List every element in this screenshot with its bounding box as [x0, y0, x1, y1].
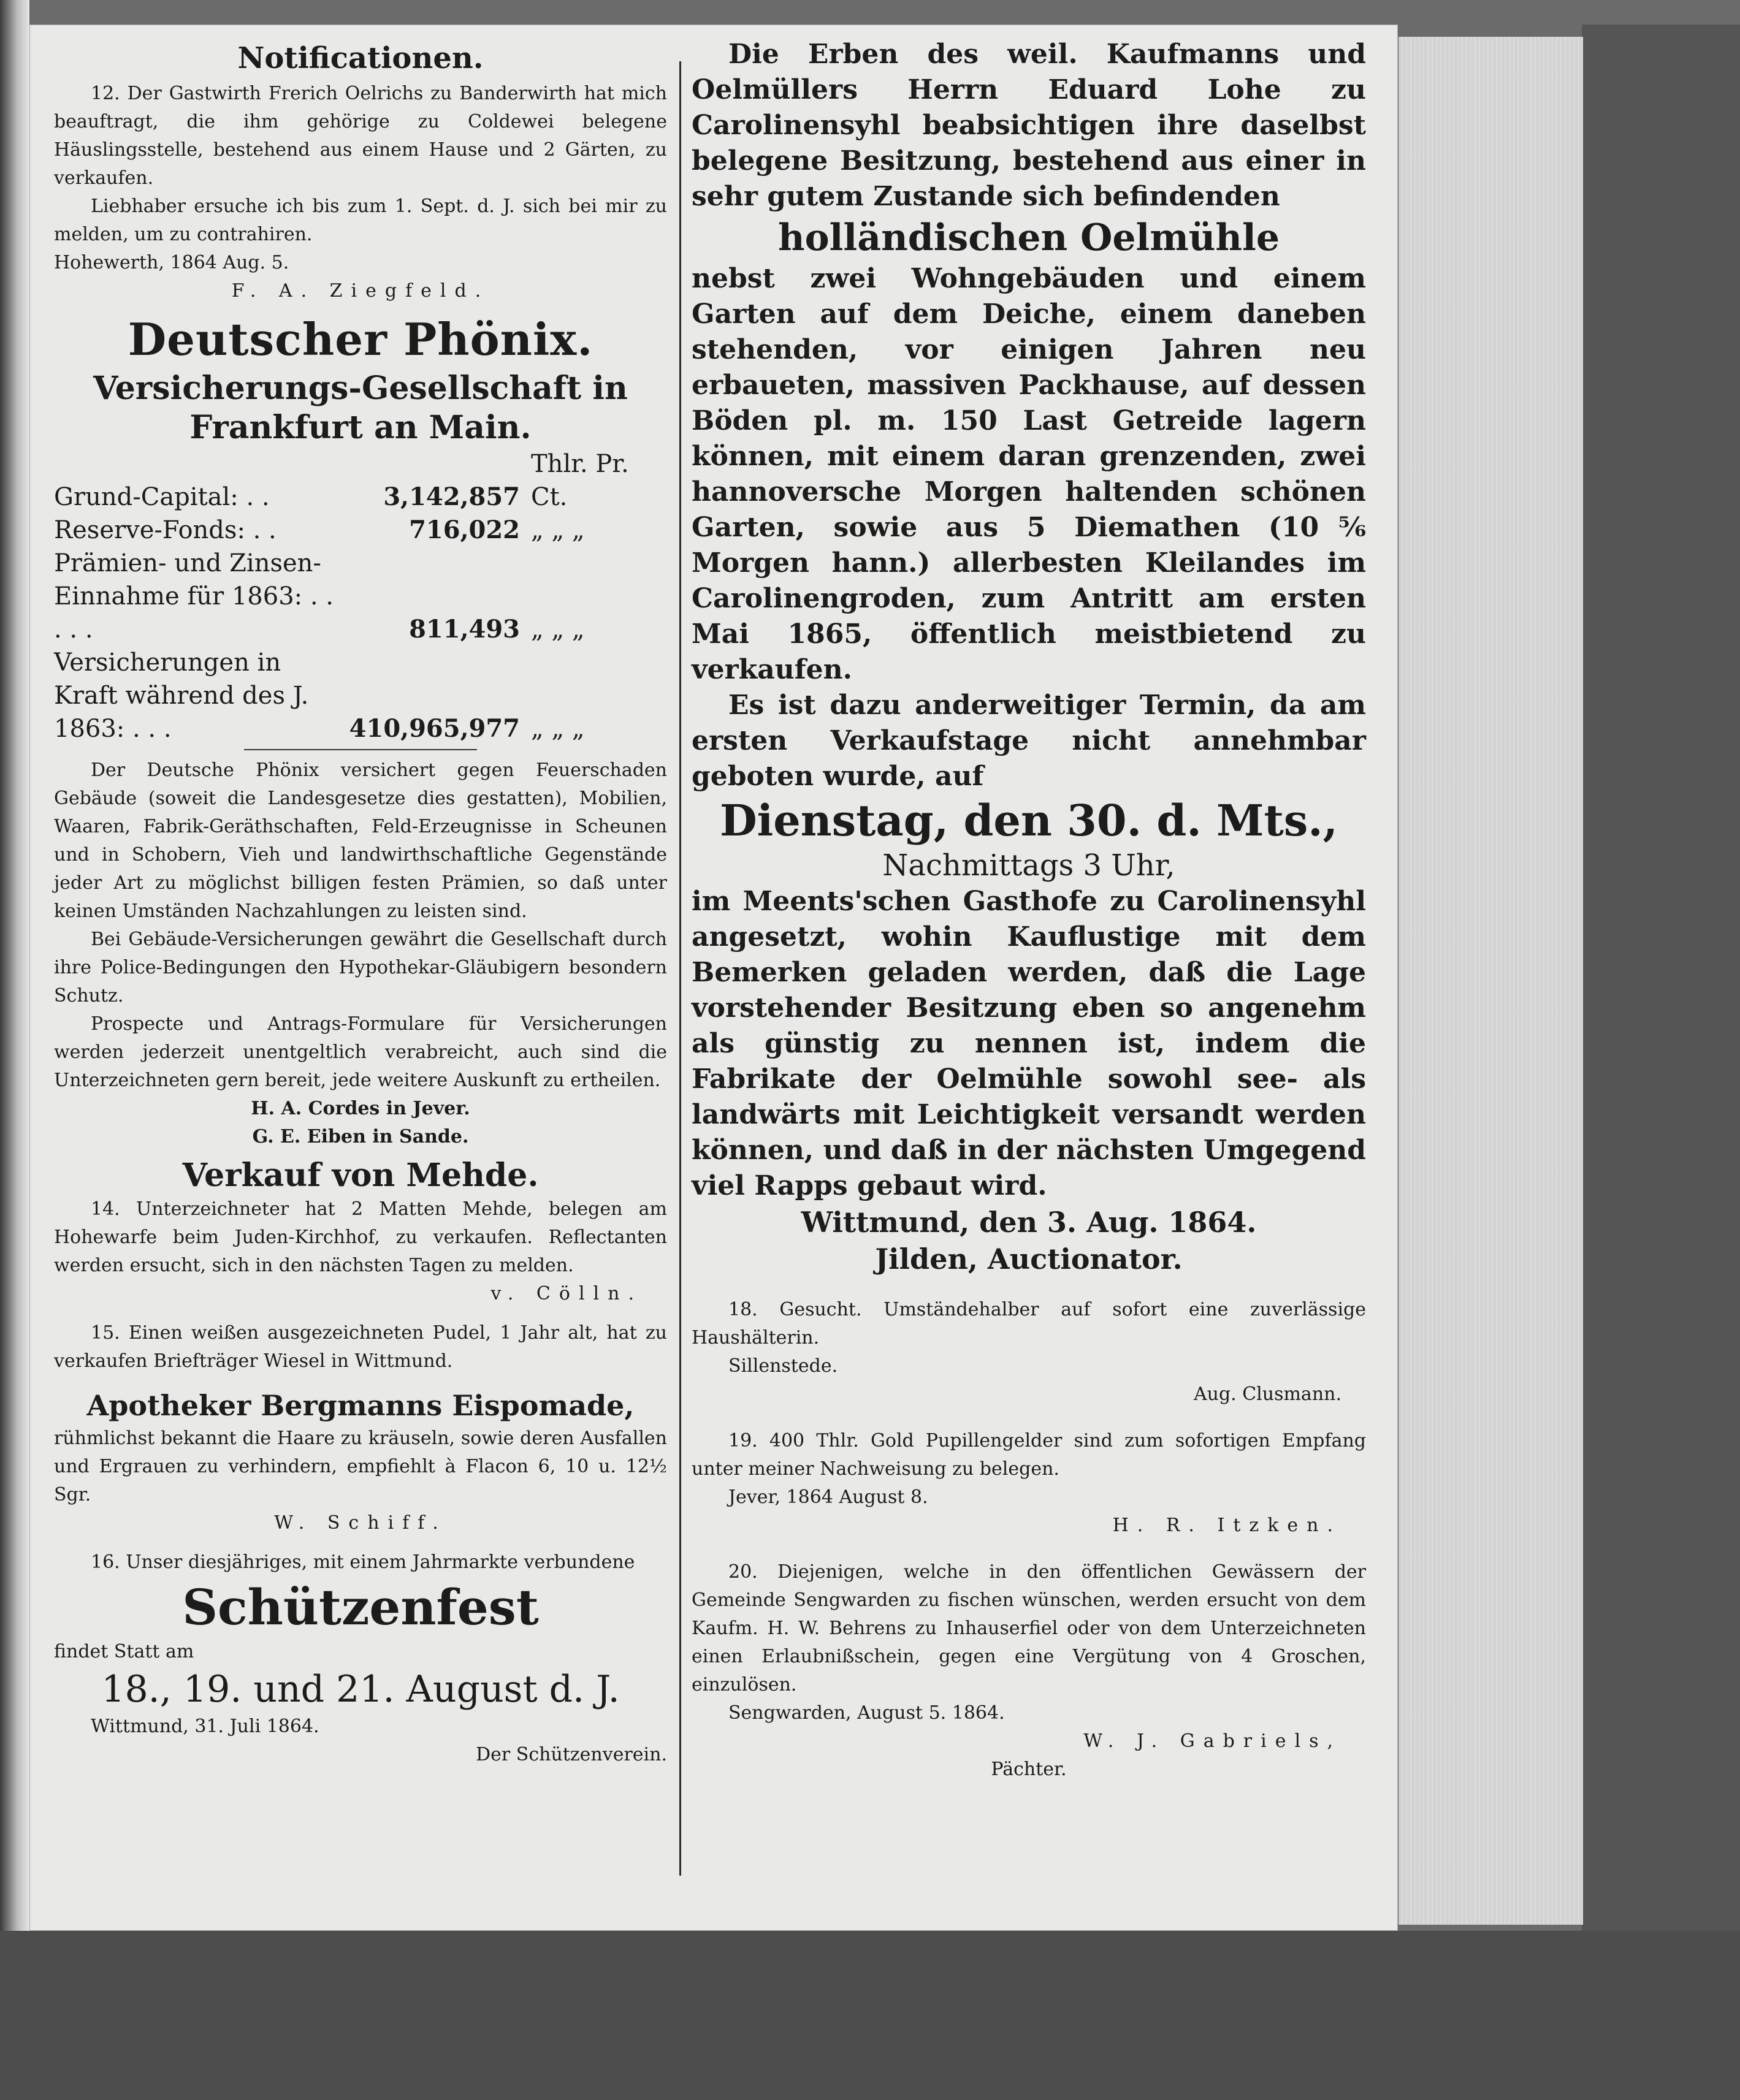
oelmuehle-advert	[692, 37, 1366, 1277]
scanner-bottom-strip	[0, 1931, 1740, 2100]
auction-date: Dienstag, den 30. d. Mts.,	[719, 795, 1338, 846]
column-divider	[679, 61, 681, 1876]
signature: v. Cölln.	[490, 1283, 643, 1304]
notice-20	[692, 1558, 1366, 1784]
signature: W. Schiff.	[274, 1512, 447, 1534]
notice-15	[54, 1319, 667, 1375]
advert-title: Deutscher Phönix.	[128, 313, 593, 365]
signature: H. R. Itzken.	[1112, 1515, 1341, 1536]
advert-body: Der Deutsche Phönix versichert gegen Feuerschaden Gebäude (soweit die Landesgesetze dies gestatten), Mobilien, Waaren, Fabrik-Geräthschaften, Feld-Erzeugnisse in Scheunen und in Schobern, Vieh und landwirthschaftliche Gegenstände jeder Art zu möglichst billigen festen Prämien, so daß unter keinen Umständen Nachzahlungen zu leisten sind.	[54, 759, 667, 922]
advert-title: holländischen Oelmühle	[777, 216, 1280, 259]
notice-body: 12. Der Gastwirth Frerich Oelrichs zu Banderwirth hat mich beauftragt, die ihm gehörige zu Coldewei belegene Häuslingsstelle, bestehend aus einem Hause und 2 Gärten, zu verkaufen.	[54, 83, 667, 189]
advert-subtitle: Frankfurt an Main.	[189, 409, 532, 446]
row-unit: „ „ „	[531, 615, 585, 644]
scanner-left-edge	[0, 0, 29, 2100]
row-unit: „ „ „	[531, 715, 585, 743]
notice-body: Liebhaber ersuche ich bis zum 1. Sept. d. J. sich bei mir zu melden, um zu contrahiren.	[54, 196, 667, 245]
auction-time: Nachmittags 3 Uhr,	[882, 848, 1175, 883]
row-label: Versicherungen in Kraft während des J. 1863: . . .	[54, 649, 309, 743]
place-date: Wittmund, den 3. Aug. 1864.	[801, 1206, 1257, 1239]
section-heading: Notificationen.	[237, 41, 484, 75]
notice-body: 16. Unser diesjähriges, mit einem Jahrmarkte verbundene	[91, 1551, 635, 1573]
table-row	[54, 447, 667, 514]
notice-body: 18. Gesucht. Umständehalber auf sofort eine zuverlässige Haushälterin.	[692, 1299, 1366, 1349]
advert-body: Prospecte und Antrags-Formulare für Versicherungen werden jederzeit unentgeltlich verabreicht, auch sind die Unterzeichneten gern bereit, jede weitere Auskunft zu ertheilen.	[54, 1013, 667, 1091]
advert-body: nebst zwei Wohngebäuden und einem Garten auf dem Deiche, einem daneben stehenden, vor einigen Jahren neu erbaueten, massiven Packhause, auf dessen Böden pl. m. 150 Last Getreide lagern können, mit einem daran grenzenden, zwei hannoversche Morgen haltenden schönen Garten, sowie aus 5 Diemathen (10⅚ Morgen hann.) allerbesten Kleilandes im Carolinengroden, zum Antritt am ersten Mai 1865, öffentlich meistbietend zu verkaufen.	[692, 263, 1366, 685]
advert-subtitle: Versicherungs-Gesellschaft in	[93, 370, 628, 407]
notice-14	[54, 1156, 667, 1308]
notice-body: 15. Einen weißen ausgezeichneten Pudel, 1 Jahr alt, hat zu verkaufen Briefträger Wiesel in Wittmund.	[54, 1322, 667, 1372]
advert-body: Es ist dazu anderweitiger Termin, da am ersten Verkaufstage nicht annehmbar geboten wurde, auf	[692, 690, 1366, 792]
place-date: Sengwarden, August 5. 1864.	[728, 1702, 1005, 1724]
place-date: Wittmund, 31. Juli 1864.	[91, 1716, 319, 1737]
notice-18	[692, 1296, 1366, 1409]
capital-table	[54, 447, 667, 745]
left-column	[54, 37, 667, 1769]
signature: F. A. Ziegfeld.	[231, 280, 490, 302]
festival-title: Schützenfest	[182, 1578, 539, 1636]
agent-signature: G. E. Eiben in Sande.	[252, 1126, 469, 1147]
notice-19	[692, 1427, 1366, 1540]
advert-body: Bei Gebäude-Versicherungen gewährt die Gesellschaft durch ihre Police-Bedingungen den Hypothekar-Gläubigern besondern Schutz.	[54, 929, 667, 1006]
row-unit: Thlr. Pr. Ct.	[531, 450, 629, 511]
notice-body: 14. Unterzeichneter hat 2 Matten Mehde, belegen am Hohewarfe beim Juden-Kirchhof, zu verkaufen. Reflectanten werden ersucht, sich in den nächsten Tagen zu melden.	[54, 1198, 667, 1276]
place: Sillenstede.	[728, 1355, 838, 1377]
signature: Jilden, Auctionator.	[875, 1242, 1183, 1276]
notice-16	[54, 1548, 667, 1769]
table-row	[54, 514, 667, 547]
row-label: Reserve-Fonds: . .	[54, 516, 277, 544]
row-label: Grund-Capital: . .	[54, 483, 270, 511]
advert-title: Apotheker Bergmanns Eispomade,	[86, 1389, 635, 1422]
row-unit: „ „ „	[531, 516, 585, 544]
advert-body: rühmlichst bekannt die Haare zu kräuseln, sowie deren Ausfallen und Ergrauen zu verhindern, empfiehlt à Flacon 6, 10 u. 12½ Sgr.	[54, 1428, 667, 1505]
advert-intro: Die Erben des weil. Kaufmanns und Oelmüllers Herrn Eduard Lohe zu Carolinensyhl beabsichtigen ihre daselbst belegene Besitzung, bestehend aus einer in sehr gutem Zustande sich befindenden	[692, 39, 1366, 212]
book-page-edges	[1398, 37, 1583, 1925]
short-rule	[244, 749, 477, 750]
phoenix-advert	[54, 310, 667, 1151]
notice-line: findet Statt am	[54, 1641, 194, 1662]
notice-body: 20. Diejenigen, welche in den öffentlichen Gewässern der Gemeinde Sengwarden zu fischen wünschen, werden ersucht von dem Kaufm. H. W. Behrens zu Inhauserfiel oder von dem Unterzeichneten einen Erlaubnißschein, gegen eine Vergütung von 4 Groschen, einzulösen.	[692, 1561, 1366, 1695]
row-label: Prämien- und Zinsen-Einnahme für 1863: . . . . .	[54, 549, 334, 644]
advert-title: Verkauf von Mehde.	[182, 1157, 539, 1194]
row-value: 716,022	[409, 515, 520, 544]
signature-role: Pächter.	[991, 1759, 1067, 1780]
table-row	[54, 547, 667, 646]
table-row	[54, 646, 667, 745]
row-value: 3,142,857	[383, 482, 520, 511]
row-value: 811,493	[409, 615, 520, 644]
signature: Aug. Clusmann.	[1193, 1383, 1341, 1405]
pomade-advert	[54, 1387, 667, 1537]
row-value: 410,965,977	[349, 714, 520, 743]
right-column	[692, 37, 1366, 1784]
newspaper-page	[29, 25, 1398, 1931]
agent-signature: H. A. Cordes in Jever.	[251, 1098, 470, 1119]
signature: Der Schützenverein.	[476, 1744, 667, 1765]
signature: W. J. Gabriels,	[1083, 1730, 1341, 1752]
notice-12	[54, 80, 667, 305]
place-date: Hohewerth, 1864 Aug. 5.	[54, 252, 289, 273]
place-date: Jever, 1864 August 8.	[728, 1486, 928, 1508]
book-shadow	[1582, 25, 1740, 2100]
advert-body: im Meents'schen Gasthofe zu Carolinensyhl angesetzt, wohin Kauflustige mit dem Bemerken geladen werden, daß die Lage vorstehender Besitzung eben so angenehm als günstig zu nennen ist, indem die Fabrikate der Oelmühle sowohl see- als landwärts mit Leichtigkeit versandt werden können, und daß in der nächsten Umgegend viel Rapps gebaut wird.	[692, 886, 1366, 1201]
festival-dates: 18., 19. und 21. August d. J.	[101, 1668, 620, 1711]
notice-body: 19. 400 Thlr. Gold Pupillengelder sind zum sofortigen Empfang unter meiner Nachweisung zu belegen.	[692, 1430, 1366, 1480]
